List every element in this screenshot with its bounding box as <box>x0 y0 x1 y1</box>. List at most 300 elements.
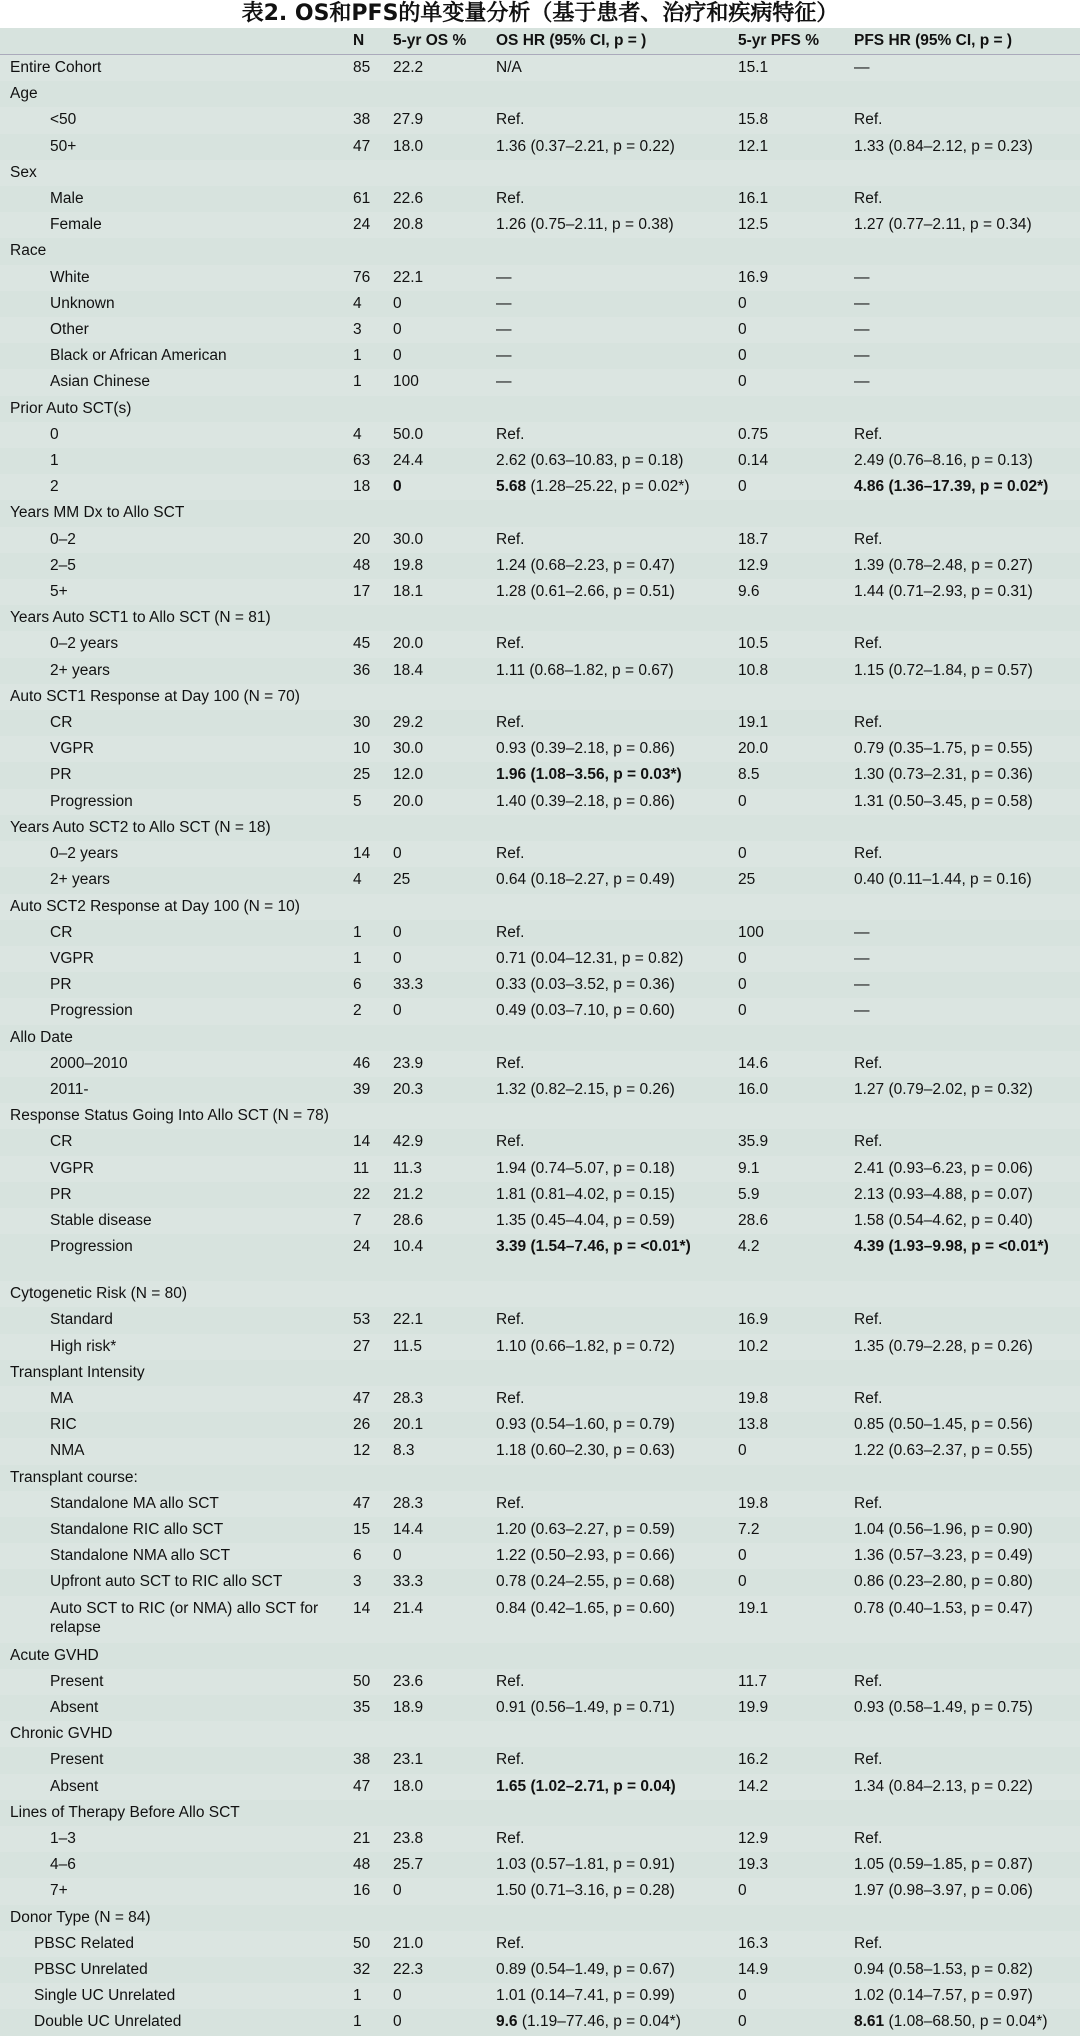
cell-os-hr: 1.94 (0.74–5.07, p = 0.18) <box>496 1156 738 1182</box>
cell-n: 25 <box>353 766 371 784</box>
cell-os: 28.3 <box>393 1386 496 1412</box>
cell-pfs-hr: Ref. <box>854 631 1080 657</box>
cell-pfs-hr: 0.79 (0.35–1.75, p = 0.55) <box>854 736 1080 762</box>
cell-pfs <box>738 396 854 422</box>
cell-pfs <box>738 605 854 631</box>
cell-n: 39 <box>353 1080 371 1098</box>
cell-pfs: 35.9 <box>738 1133 769 1151</box>
cell-n: 1 <box>353 347 362 365</box>
row-label: Chronic GVHD <box>0 1721 353 1747</box>
cell-pfs-hr: 1.35 (0.79–2.28, p = 0.26) <box>854 1334 1080 1360</box>
cell-pfs: 5.9 <box>738 1185 760 1203</box>
cell-os: 0 <box>393 317 496 343</box>
group-row <box>0 396 1080 422</box>
cell-n: 7 <box>353 1208 393 1234</box>
cell-n <box>353 160 393 186</box>
cell-os: 33.3 <box>393 1573 424 1591</box>
table-row <box>0 1852 1080 1878</box>
table-body <box>0 55 1080 2036</box>
cell-os: 30.0 <box>393 527 496 553</box>
cell-n: 47 <box>353 1386 393 1412</box>
cell-pfs-hr: 0.40 (0.11–1.44, p = 0.16) <box>854 871 1032 889</box>
cell-pfs: 0 <box>738 317 854 343</box>
table-row <box>0 265 1080 291</box>
table-row <box>0 1517 1080 1543</box>
table-row <box>0 1669 1080 1695</box>
cell-os-hr: 1.32 (0.82–2.15, p = 0.26) <box>496 1080 675 1098</box>
cell-pfs-hr: 0.86 (0.23–2.80, p = 0.80) <box>854 1573 1033 1591</box>
cell-os: 21.0 <box>393 1931 496 1957</box>
table-row <box>0 1182 1080 1208</box>
cell-pfs: 9.6 <box>738 579 854 605</box>
row-label: <50 <box>0 107 353 133</box>
cell-os-hr: 0.64 (0.18–2.27, p = 0.49) <box>496 871 675 889</box>
cell-pfs-hr: — <box>854 347 870 365</box>
cell-pfs: 20.0 <box>738 736 854 762</box>
cell-os-hr: 0.93 (0.39–2.18, p = 0.86) <box>496 736 738 762</box>
cell-os: 0 <box>393 1983 496 2009</box>
cell-os-hr: 1.20 (0.63–2.27, p = 0.59) <box>496 1520 675 1538</box>
cell-n <box>353 1905 393 1931</box>
cell-os-hr: 0.49 (0.03–7.10, p = 0.60) <box>496 998 738 1024</box>
cell-pfs-hr: 0.85 (0.50–1.45, p = 0.56) <box>854 1416 1033 1434</box>
cell-os-hr: Ref. <box>496 1751 525 1769</box>
cell-os-hr: 3.39 (1.54–7.46, p = <0.01*) <box>496 1238 691 1256</box>
group-row <box>0 684 1080 710</box>
cell-pfs <box>738 815 854 841</box>
cell-n <box>353 396 393 422</box>
cell-pfs: 11.7 <box>738 1669 854 1695</box>
cell-os-hr: Ref. <box>496 190 525 208</box>
row-label: Standalone MA allo SCT <box>0 1491 353 1517</box>
cell-os: 22.1 <box>393 1311 424 1329</box>
table-row <box>0 1878 1080 1904</box>
cell-os-hr <box>496 396 738 422</box>
row-label: 2–5 <box>50 556 76 574</box>
cell-os-hr <box>496 81 738 107</box>
cell-pfs: 12.9 <box>738 556 769 574</box>
cell-pfs-hr: — <box>854 317 1080 343</box>
cell-os-hr <box>496 1721 738 1747</box>
cell-pfs-hr: 1.97 (0.98–3.97, p = 0.06) <box>854 1878 1080 1904</box>
cell-os: 25 <box>393 871 411 889</box>
row-label: Standalone RIC allo SCT <box>50 1520 224 1538</box>
table-row <box>0 972 1080 998</box>
cell-pfs <box>738 1905 854 1931</box>
table-row <box>0 658 1080 684</box>
header-os: 5-yr OS % <box>393 28 496 55</box>
cell-os-hr: 1.36 (0.37–2.21, p = 0.22) <box>496 137 675 155</box>
cell-pfs-hr: Ref. <box>854 714 883 732</box>
row-label: Male <box>50 190 84 208</box>
row-label: 50+ <box>50 137 77 155</box>
cell-pfs-hr: — <box>854 923 870 941</box>
cell-pfs <box>738 1800 854 1826</box>
cell-os-hr: 1.22 (0.50–2.93, p = 0.66) <box>496 1543 738 1569</box>
cell-n: 11 <box>353 1156 393 1182</box>
table-row <box>0 1774 1080 1800</box>
row-label: Prior Auto SCT(s) <box>10 399 132 417</box>
cell-pfs-hr <box>854 1643 1080 1669</box>
cell-pfs: 16.1 <box>738 190 769 208</box>
cell-os: 10.4 <box>393 1238 424 1256</box>
cell-pfs <box>738 1721 854 1747</box>
row-label: RIC <box>50 1416 77 1434</box>
cell-n <box>353 815 393 841</box>
cell-pfs-hr: 0.94 (0.58–1.53, p = 0.82) <box>854 1961 1033 1979</box>
cell-pfs-hr: 1.31 (0.50–3.45, p = 0.58) <box>854 789 1080 815</box>
cell-n: 38 <box>353 1751 371 1769</box>
cell-os: 0 <box>393 946 496 972</box>
cell-pfs-hr: 1.22 (0.63–2.37, p = 0.55) <box>854 1438 1080 1464</box>
cell-pfs-hr <box>854 238 1080 264</box>
cell-pfs-hr: 1.02 (0.14–7.57, p = 0.97) <box>854 1983 1080 2009</box>
table-title: 表2. OS和PFS的单变量分析（基于患者、治疗和疾病特征） <box>0 0 1080 28</box>
row-label: VGPR <box>0 946 353 972</box>
cell-os-hr <box>496 1025 738 1051</box>
cell-os-hr: Ref. <box>496 1311 525 1329</box>
row-label: 2011- <box>50 1080 89 1098</box>
cell-os <box>393 894 496 920</box>
table-row <box>0 1234 1080 1281</box>
cell-pfs <box>738 1643 854 1669</box>
row-label: Years Auto SCT1 to Allo SCT (N = 81) <box>10 609 271 627</box>
group-row <box>0 81 1080 107</box>
cell-os-hr: Ref. <box>496 527 738 553</box>
cell-pfs: 100 <box>738 923 764 941</box>
cell-pfs: 0 <box>738 1543 854 1569</box>
cell-os-hr: 0.91 (0.56–1.49, p = 0.71) <box>496 1698 675 1716</box>
table-row <box>0 920 1080 946</box>
cell-n: 45 <box>353 631 393 657</box>
cell-os: 20.0 <box>393 789 496 815</box>
cell-pfs: 0 <box>738 2013 747 2031</box>
cell-n: 2 <box>353 998 393 1024</box>
cell-pfs-hr <box>854 396 1080 422</box>
cell-pfs: 0 <box>738 946 854 972</box>
cell-n: 1 <box>353 1983 393 2009</box>
cell-n: 61 <box>353 190 371 208</box>
table-row <box>0 317 1080 343</box>
cell-pfs: 16.3 <box>738 1931 854 1957</box>
cell-n: 36 <box>353 661 371 679</box>
cell-os-hr <box>496 1360 738 1386</box>
cell-os-hr: Ref. <box>496 107 738 133</box>
cell-n <box>353 1281 393 1307</box>
cell-os-hr: Ref. <box>496 714 525 732</box>
row-label: Upfront auto SCT to RIC allo SCT <box>50 1573 283 1591</box>
cell-pfs: 10.8 <box>738 661 769 679</box>
table-row <box>0 1156 1080 1182</box>
cell-n: 47 <box>353 1774 393 1800</box>
cell-os: 20.8 <box>393 212 496 238</box>
cell-pfs-hr: 4.39 (1.93–9.98, p = <0.01*) <box>854 1238 1049 1256</box>
group-row <box>0 1360 1080 1386</box>
header-pfs-hr: PFS HR (95% CI, p = ) <box>854 28 1080 55</box>
row-label: Female <box>0 212 353 238</box>
table-row <box>0 789 1080 815</box>
cell-pfs-hr: 1.05 (0.59–1.85, p = 0.87) <box>854 1856 1033 1874</box>
cell-pfs <box>738 1281 854 1307</box>
cell-os <box>393 1721 496 1747</box>
cell-n: 20 <box>353 527 393 553</box>
row-label: Single UC Unrelated <box>0 1983 353 2009</box>
cell-pfs-hr: 0.93 (0.58–1.49, p = 0.75) <box>854 1698 1033 1716</box>
cell-os-hr <box>496 894 738 920</box>
cell-os-hr <box>496 500 738 526</box>
cell-pfs-hr <box>854 1721 1080 1747</box>
row-label: 2 <box>0 474 353 500</box>
bold-hr-value: 9.6 <box>496 2013 518 2031</box>
table-row <box>0 369 1080 395</box>
cell-pfs: 0 <box>738 294 747 312</box>
table-row <box>0 579 1080 605</box>
cell-os: 0 <box>393 347 402 365</box>
cell-n: 5 <box>353 789 393 815</box>
cell-pfs-hr <box>854 1465 1080 1491</box>
cell-os-hr: Ref. <box>496 923 525 941</box>
row-label: Entire Cohort <box>0 55 353 82</box>
row-label: Progression <box>50 1238 133 1256</box>
cell-os: 0 <box>393 294 402 312</box>
group-row <box>0 500 1080 526</box>
cell-os-hr: 1.03 (0.57–1.81, p = 0.91) <box>496 1856 675 1874</box>
header-label <box>0 28 353 55</box>
row-label: Black or African American <box>50 347 227 365</box>
table-row <box>0 474 1080 500</box>
cell-n: 16 <box>353 1878 393 1904</box>
cell-n: 47 <box>353 1491 393 1517</box>
cell-pfs-hr <box>854 1800 1080 1826</box>
cell-pfs: 0.14 <box>738 452 769 470</box>
cell-os: 0 <box>393 923 402 941</box>
cell-pfs-hr: 1.15 (0.72–1.84, p = 0.57) <box>854 661 1033 679</box>
cell-os-hr: 9.6 (1.19–77.46, p = 0.04*) <box>496 2013 681 2031</box>
cell-os <box>393 815 496 841</box>
cell-pfs-hr: Ref. <box>854 1311 883 1329</box>
cell-pfs: 16.9 <box>738 265 854 291</box>
cell-os-hr: — <box>496 294 512 312</box>
row-label: PBSC Related <box>0 1931 353 1957</box>
cell-n <box>353 1025 393 1051</box>
cell-n: 18 <box>353 474 393 500</box>
cell-pfs: 14.6 <box>738 1051 854 1077</box>
cell-n: 4 <box>353 871 362 889</box>
row-label: Present <box>50 1751 104 1769</box>
group-row <box>0 160 1080 186</box>
cell-os: 22.6 <box>393 190 424 208</box>
cell-os: 23.8 <box>393 1826 496 1852</box>
table-row <box>0 1596 1080 1643</box>
table-row <box>0 736 1080 762</box>
cell-os <box>393 1281 496 1307</box>
row-label: Absent <box>0 1774 353 1800</box>
cell-os: 11.5 <box>393 1334 496 1360</box>
cell-n <box>353 1360 393 1386</box>
table-row <box>0 998 1080 1024</box>
cell-pfs <box>738 1465 854 1491</box>
cell-os: 50.0 <box>393 422 496 448</box>
row-label: Donor Type (N = 84) <box>10 1908 151 1926</box>
row-label: Double UC Unrelated <box>34 2013 182 2031</box>
cell-os-hr: N/A <box>496 55 738 82</box>
cell-pfs <box>738 894 854 920</box>
table-row <box>0 1129 1080 1155</box>
cell-pfs-hr: 1.27 (0.79–2.02, p = 0.32) <box>854 1080 1033 1098</box>
cell-os: 11.3 <box>393 1156 496 1182</box>
group-row <box>0 815 1080 841</box>
cell-os-hr: 1.10 (0.66–1.82, p = 0.72) <box>496 1334 738 1360</box>
table-row <box>0 55 1080 82</box>
cell-os-hr: 5.68 (1.28–25.22, p = 0.02*) <box>496 474 738 500</box>
row-label: 4–6 <box>50 1856 76 1874</box>
table-row <box>0 107 1080 133</box>
row-label: Lines of Therapy Before Allo SCT <box>10 1803 240 1821</box>
cell-os <box>393 1360 496 1386</box>
row-label: Sex <box>0 160 353 186</box>
cell-n: 85 <box>353 55 393 82</box>
cell-pfs: 0 <box>738 1878 854 1904</box>
cell-os <box>393 1905 496 1931</box>
cell-os <box>393 396 496 422</box>
row-label: Progression <box>0 998 353 1024</box>
table-row <box>0 1983 1080 2009</box>
table-row <box>0 1695 1080 1721</box>
row-label: 7+ <box>0 1878 353 1904</box>
cell-n: 3 <box>353 1573 362 1591</box>
cell-n: 50 <box>353 1931 393 1957</box>
cell-pfs: 16.2 <box>738 1751 769 1769</box>
cell-pfs: 10.5 <box>738 631 854 657</box>
cell-pfs-hr: — <box>854 265 1080 291</box>
cell-os-hr: 1.18 (0.60–2.30, p = 0.63) <box>496 1438 738 1464</box>
group-row <box>0 1465 1080 1491</box>
cell-os <box>393 238 496 264</box>
cell-pfs: 7.2 <box>738 1520 760 1538</box>
cell-pfs: 0.75 <box>738 422 854 448</box>
table-row <box>0 1051 1080 1077</box>
row-label: Allo Date <box>10 1028 73 1046</box>
cell-pfs-hr: — <box>854 369 1080 395</box>
cell-pfs: 15.1 <box>738 55 854 82</box>
cell-pfs-hr: Ref. <box>854 1491 1080 1517</box>
table-row <box>0 1438 1080 1464</box>
cell-os: 18.9 <box>393 1698 424 1716</box>
cell-os-hr: 1.28 (0.61–2.66, p = 0.51) <box>496 579 738 605</box>
cell-n <box>353 1465 393 1491</box>
cell-os: 0 <box>393 998 496 1024</box>
cell-os-hr: 1.01 (0.14–7.41, p = 0.99) <box>496 1983 738 2009</box>
row-label: PR <box>50 976 72 994</box>
row-label: PBSC Unrelated <box>34 1961 148 1979</box>
table-row <box>0 212 1080 238</box>
cell-os <box>393 500 496 526</box>
cell-pfs-hr: 8.61 (1.08–68.50, p = 0.04*) <box>854 2013 1048 2031</box>
bold-hr-value: 8.61 <box>854 2013 885 2031</box>
cell-pfs-hr: 1.36 (0.57–3.23, p = 0.49) <box>854 1543 1080 1569</box>
table-row <box>0 1491 1080 1517</box>
cell-os-hr <box>496 1643 738 1669</box>
cell-os: 27.9 <box>393 107 496 133</box>
cell-n: 30 <box>353 714 371 732</box>
cell-pfs-hr: 2.41 (0.93–6.23, p = 0.06) <box>854 1156 1080 1182</box>
row-label: 5+ <box>0 579 353 605</box>
cell-n: 76 <box>353 265 393 291</box>
cell-pfs: 12.5 <box>738 212 854 238</box>
row-label: Years Auto SCT2 to Allo SCT (N = 18) <box>10 818 271 836</box>
cell-pfs: 19.9 <box>738 1698 769 1716</box>
bold-hr-value: 5.68 <box>496 478 527 496</box>
cell-pfs-hr: 0.78 (0.40–1.53, p = 0.47) <box>854 1596 1080 1643</box>
cell-os <box>393 684 496 710</box>
cell-pfs-hr: 1.58 (0.54–4.62, p = 0.40) <box>854 1208 1080 1234</box>
cell-os-hr: 1.65 (1.02–2.71, p = 0.04) <box>496 1774 738 1800</box>
cell-os: 28.3 <box>393 1491 496 1517</box>
cell-os-hr <box>496 238 738 264</box>
row-label: NMA <box>0 1438 353 1464</box>
row-label: 2000–2010 <box>0 1051 353 1077</box>
cell-n <box>353 238 393 264</box>
cell-n: 6 <box>353 1543 393 1569</box>
cell-os-hr: Ref. <box>496 1386 738 1412</box>
cell-n: 3 <box>353 317 393 343</box>
cell-pfs: 16.0 <box>738 1080 769 1098</box>
cell-os-hr <box>496 1103 738 1129</box>
cell-pfs-hr: Ref. <box>854 1751 883 1769</box>
cell-n <box>353 1721 393 1747</box>
cell-n <box>353 684 393 710</box>
group-row <box>0 1905 1080 1931</box>
cell-pfs-hr: — <box>854 946 1080 972</box>
row-label: Stable disease <box>0 1208 353 1234</box>
cell-pfs: 13.8 <box>738 1416 769 1434</box>
row-label: 2+ years <box>50 661 110 679</box>
table-row <box>0 1307 1080 1333</box>
cell-os-hr <box>496 1281 738 1307</box>
cell-os: 19.8 <box>393 556 424 574</box>
cell-pfs-hr: Ref. <box>854 1931 1080 1957</box>
row-label: Race <box>10 242 47 260</box>
cell-pfs: 4.2 <box>738 1238 760 1256</box>
cell-n: 24 <box>353 212 393 238</box>
cell-os <box>393 1465 496 1491</box>
table-row <box>0 946 1080 972</box>
cell-pfs-hr: 1.27 (0.77–2.11, p = 0.34) <box>854 212 1080 238</box>
header-n: N <box>353 28 393 55</box>
cell-n <box>353 1643 393 1669</box>
cell-n: 14 <box>353 841 393 867</box>
cell-os: 33.3 <box>393 976 424 994</box>
cell-n: 47 <box>353 137 371 155</box>
cell-os: 0 <box>393 841 496 867</box>
group-row <box>0 1025 1080 1051</box>
row-label: Cytogenetic Risk (N = 80) <box>0 1281 353 1307</box>
cell-pfs: 0 <box>738 474 854 500</box>
cell-n: 12 <box>353 1438 393 1464</box>
cell-os-hr: 0.89 (0.54–1.49, p = 0.67) <box>496 1961 675 1979</box>
cell-pfs <box>738 1025 854 1051</box>
cell-os-hr: — <box>496 317 738 343</box>
cell-pfs: 19.3 <box>738 1856 769 1874</box>
cell-os: 23.1 <box>393 1751 424 1769</box>
cell-os-hr: Ref. <box>496 1931 738 1957</box>
cell-os-hr: 0.78 (0.24–2.55, p = 0.68) <box>496 1573 675 1591</box>
cell-pfs: 9.1 <box>738 1156 854 1182</box>
cell-os-hr: Ref. <box>496 1491 738 1517</box>
cell-pfs: 0 <box>738 998 854 1024</box>
cell-pfs-hr <box>854 1905 1080 1931</box>
cell-os-hr: 1.26 (0.75–2.11, p = 0.38) <box>496 212 738 238</box>
